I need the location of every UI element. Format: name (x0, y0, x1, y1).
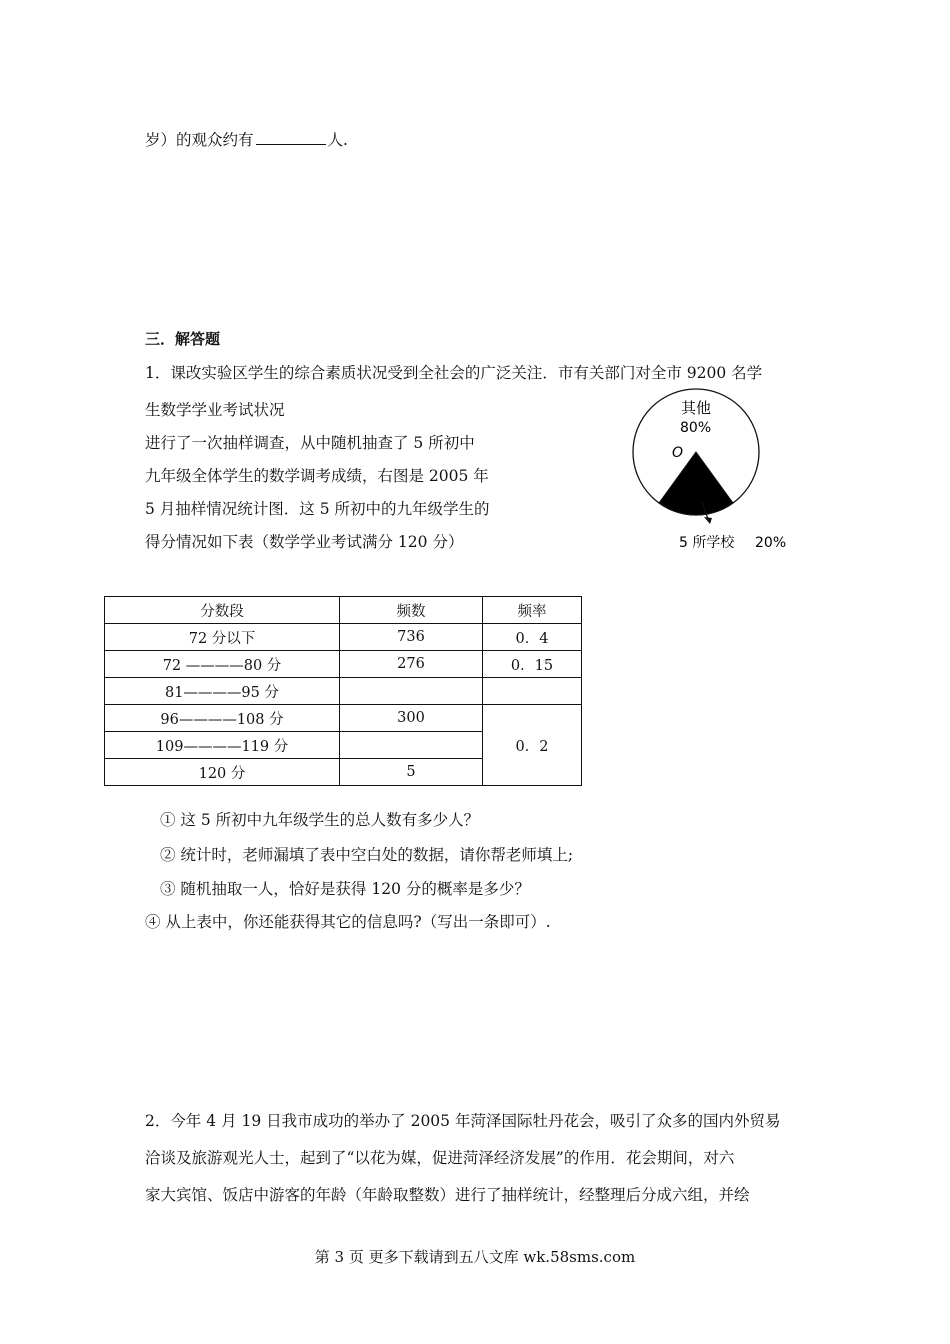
table-cell: 5 (340, 759, 483, 786)
table-cell (483, 678, 582, 705)
question-1: ① 这 5 所初中九年级学生的总人数有多少人？ (160, 811, 480, 829)
pie-sample-label: 5 所学校 (679, 535, 735, 551)
answer-suffix: 人. (327, 131, 348, 149)
pie-arrow-head (704, 517, 712, 524)
table-row (105, 678, 582, 705)
answer-blank (256, 130, 326, 145)
table-cell: 81————95 分 (105, 678, 340, 705)
pie-other-label: 其他 (681, 399, 712, 417)
header-score-range: 分数段 (105, 597, 340, 624)
table-cell: 0．15 (483, 651, 582, 678)
table-header-row (105, 597, 582, 624)
table-cell: 276 (340, 651, 483, 678)
answer-line (145, 128, 348, 150)
table-cell: 96————108 分 (105, 705, 340, 732)
header-frequency-count: 频数 (340, 597, 483, 624)
problem2-line1: 2．今年 4 月 19 日我市成功的举办了 2005 年菏泽国际牡丹花会，吸引了众多的国内外贸易 (145, 1112, 781, 1130)
page-footer: 第 3 页 更多下载请到五八文库 wk.58sms.com (314, 1248, 636, 1266)
problem2-line2: 洽谈及旅游观光人士，起到了“以花为媒，促进菏泽经济发展”的作用．花会期间，对六 (145, 1149, 735, 1167)
table-cell: 109————119 分 (105, 732, 340, 759)
problem1-line3: 进行了一次抽样调查，从中随机抽查了 5 所初中 (145, 434, 475, 452)
problem1-line2: 生数学学业考试状况 (145, 401, 285, 419)
pie-sample-percent: 20% (755, 535, 787, 551)
table-cell: 300 (340, 705, 483, 732)
question-2: ② 统计时，老师漏填了表中空白处的数据，请你帮老师填上; (160, 846, 574, 864)
section-title: 三．解答题 (145, 330, 221, 348)
problem1-line5: 5 月抽样情况统计图．这 5 所初中的九年级学生的 (145, 500, 490, 518)
table-cell: 72 分以下 (105, 624, 340, 651)
sample-pie-chart (620, 388, 820, 558)
table-cell: 0．4 (483, 624, 582, 651)
pie-center-label: O (672, 445, 684, 461)
table-row (105, 651, 582, 678)
table-cell: 72 ————80 分 (105, 651, 340, 678)
table-cell (340, 678, 483, 705)
score-table (104, 596, 582, 786)
question-3: ③ 随机抽取一人，恰好是获得 120 分的概率是多少？ (160, 880, 530, 898)
table-row (105, 705, 582, 732)
pie-other-percent: 80% (680, 420, 712, 436)
table-cell: 120 分 (105, 759, 340, 786)
answer-prefix: 岁）的观众约有 (145, 131, 254, 149)
table-cell (340, 732, 483, 759)
header-frequency-rate: 频率 (483, 597, 582, 624)
problem2-line3: 家大宾馆、饭店中游客的年龄（年龄取整数）进行了抽样统计，经整理后分成六组，并绘 (145, 1186, 750, 1204)
problem1-line1: 1．课改实验区学生的综合素质状况受到全社会的广泛关注．市有关部门对全市 9200 名学 (145, 364, 763, 382)
question-4: ④ 从上表中，你还能获得其它的信息吗?（写出一条即可）. (145, 913, 551, 931)
table-row (105, 624, 582, 651)
table-cell-merged-rate: 0．2 (483, 705, 582, 786)
problem1-line4: 九年级全体学生的数学调考成绩，右图是 2005 年 (145, 467, 489, 485)
problem1-line6: 得分情况如下表（数学学业考试满分 120 分） (145, 533, 464, 551)
table-cell: 736 (340, 624, 483, 651)
